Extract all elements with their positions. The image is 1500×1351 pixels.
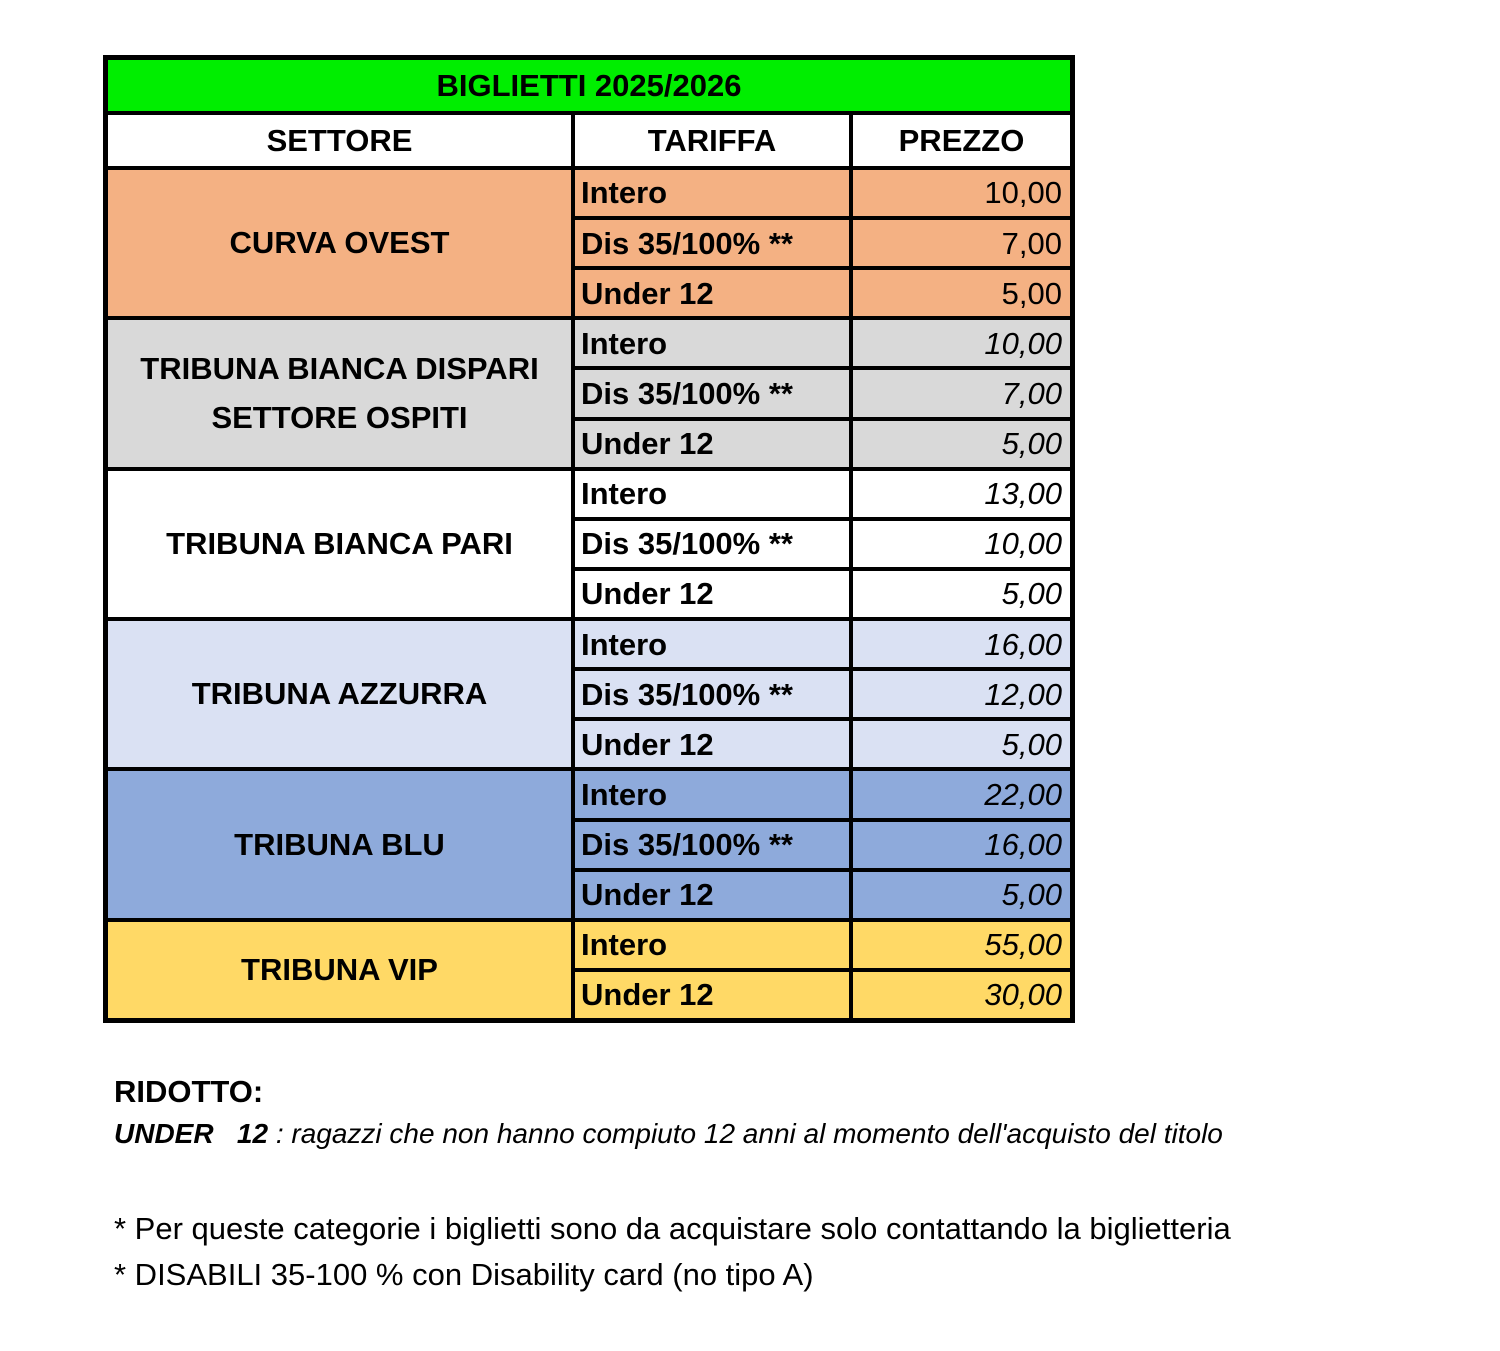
header-price: PREZZO [853, 115, 1070, 166]
rate-label: Intero [575, 471, 849, 517]
sector-name: TRIBUNA VIP [241, 951, 438, 987]
price-value: 7,00 [853, 370, 1070, 416]
under-12-term: UNDER 12 [114, 1118, 269, 1150]
sector-name: CURVA OVEST [229, 225, 450, 261]
notes-heading: RIDOTTO: [114, 1074, 264, 1109]
price-value: 10,00 [853, 170, 1070, 216]
rate-label: Under 12 [575, 972, 849, 1018]
notes-section [114, 1072, 1494, 1301]
price-value: 5,00 [853, 571, 1070, 617]
rate-label: Dis 35/100% ** [575, 671, 849, 717]
price-value: 55,00 [853, 922, 1070, 968]
sector-name-cell [108, 170, 571, 316]
price-value: 5,00 [853, 421, 1070, 467]
table-title: BIGLIETTI 2025/2026 [108, 60, 1070, 111]
rate-label: Dis 35/100% ** [575, 521, 849, 567]
price-value: 22,00 [853, 771, 1070, 817]
price-value: 12,00 [853, 671, 1070, 717]
rate-label: Dis 35/100% ** [575, 220, 849, 266]
rate-label: Under 12 [575, 421, 849, 467]
rate-label: Intero [575, 922, 849, 968]
price-value: 13,00 [853, 471, 1070, 517]
ticket-price-table [103, 55, 1075, 1023]
price-value: 16,00 [853, 621, 1070, 667]
sector-name-cell [108, 471, 571, 617]
star-note: * Per queste categorie i biglietti sono da acquistare solo contattando la biglietteria [114, 1210, 1231, 1246]
header-sector: SETTORE [108, 115, 571, 166]
sector-name-cell [108, 320, 571, 466]
rate-label: Intero [575, 320, 849, 366]
sector-name: TRIBUNA AZZURRA [191, 676, 488, 712]
price-value: 5,00 [853, 872, 1070, 918]
under-12-description: : ragazzi che non hanno compiuto 12 anni al momento dell'acquisto del titolo [268, 1118, 1223, 1150]
rate-label: Under 12 [575, 721, 849, 767]
price-value: 10,00 [853, 521, 1070, 567]
sector-name: TRIBUNA BIANCA DISPARI [140, 351, 539, 387]
rate-label: Dis 35/100% ** [575, 822, 849, 868]
rate-label: Intero [575, 170, 849, 216]
price-value: 5,00 [853, 270, 1070, 316]
header-rate: TARIFFA [575, 115, 849, 166]
star-note: * DISABILI 35-100 % con Disability card (no tipo A) [114, 1256, 814, 1292]
sector-name: TRIBUNA BLU [234, 826, 445, 862]
sector-name-cell [108, 771, 571, 917]
rate-label: Intero [575, 621, 849, 667]
price-value: 7,00 [853, 220, 1070, 266]
price-value: 10,00 [853, 320, 1070, 366]
rate-label: Under 12 [575, 571, 849, 617]
under-12-note [114, 1116, 1494, 1152]
rate-label: Dis 35/100% ** [575, 370, 849, 416]
price-value: 30,00 [853, 972, 1070, 1018]
rate-label: Under 12 [575, 872, 849, 918]
star-notes [114, 1209, 1494, 1296]
rate-label: Under 12 [575, 270, 849, 316]
rate-label: Intero [575, 771, 849, 817]
sector-name: TRIBUNA BIANCA PARI [166, 525, 513, 561]
sector-name: SETTORE OSPITI [211, 399, 468, 435]
sector-name-cell [108, 621, 571, 767]
sector-name-cell [108, 922, 571, 1018]
price-value: 16,00 [853, 822, 1070, 868]
price-value: 5,00 [853, 721, 1070, 767]
